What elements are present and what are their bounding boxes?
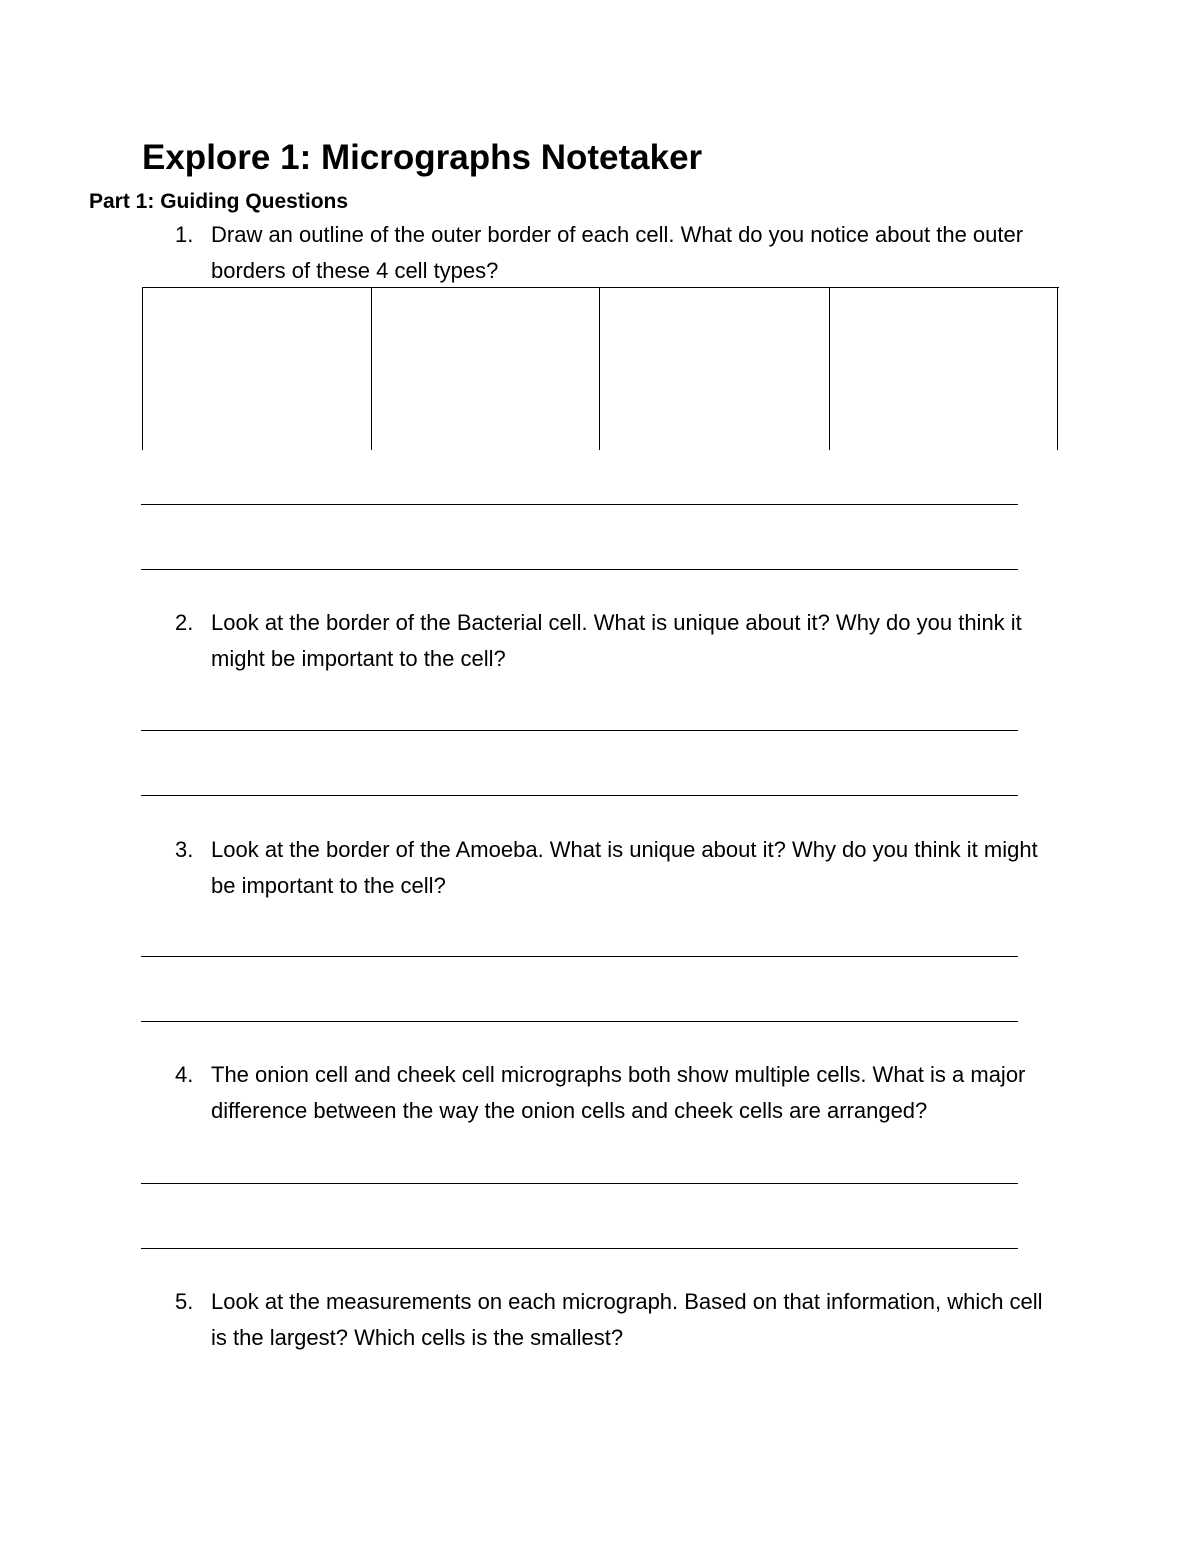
answer-line[interactable] [141,1248,1018,1249]
drawing-box-2[interactable] [371,288,600,450]
question-number: 5. [175,1289,194,1314]
drawing-box-4[interactable] [829,288,1058,450]
answer-line[interactable] [141,730,1018,731]
question-number: 2. [175,610,194,635]
question-text: Look at the measurements on each micrograph. Based on that information, which cell is the largest? Which cells is the smallest? [211,1289,1043,1350]
question-text: The onion cell and cheek cell micrographs both show multiple cells. What is a major difference between the way the onion cells and cheek cells are arranged? [211,1062,1026,1123]
answer-line[interactable] [141,504,1018,505]
question-5 [175,1284,1045,1356]
answer-line[interactable] [141,1183,1018,1184]
answer-line[interactable] [141,795,1018,796]
drawing-box-1[interactable] [142,288,372,450]
question-3 [175,832,1045,904]
answer-line[interactable] [141,956,1018,957]
answer-line[interactable] [141,569,1018,570]
page-title: Explore 1: Micrographs Notetaker [142,138,703,177]
answer-line[interactable] [141,1021,1018,1022]
question-4 [175,1057,1045,1129]
cell-outline-drawing-table [142,287,1059,450]
drawing-box-3[interactable] [599,288,830,450]
question-2 [175,605,1045,677]
question-number: 1. [175,222,194,247]
question-text: Look at the border of the Amoeba. What is unique about it? Why do you think it might be important to the cell? [211,837,1038,898]
drawing-table-right-border [1057,288,1058,450]
question-text: Look at the border of the Bacterial cell. What is unique about it? Why do you think it might be important to the cell? [211,610,1022,671]
question-text: Draw an outline of the outer border of each cell. What do you notice about the outer borders of these 4 cell types? [211,222,1024,283]
question-number: 4. [175,1062,194,1087]
question-number: 3. [175,837,194,862]
part-heading: Part 1: Guiding Questions [89,190,349,213]
question-1 [175,217,1045,289]
